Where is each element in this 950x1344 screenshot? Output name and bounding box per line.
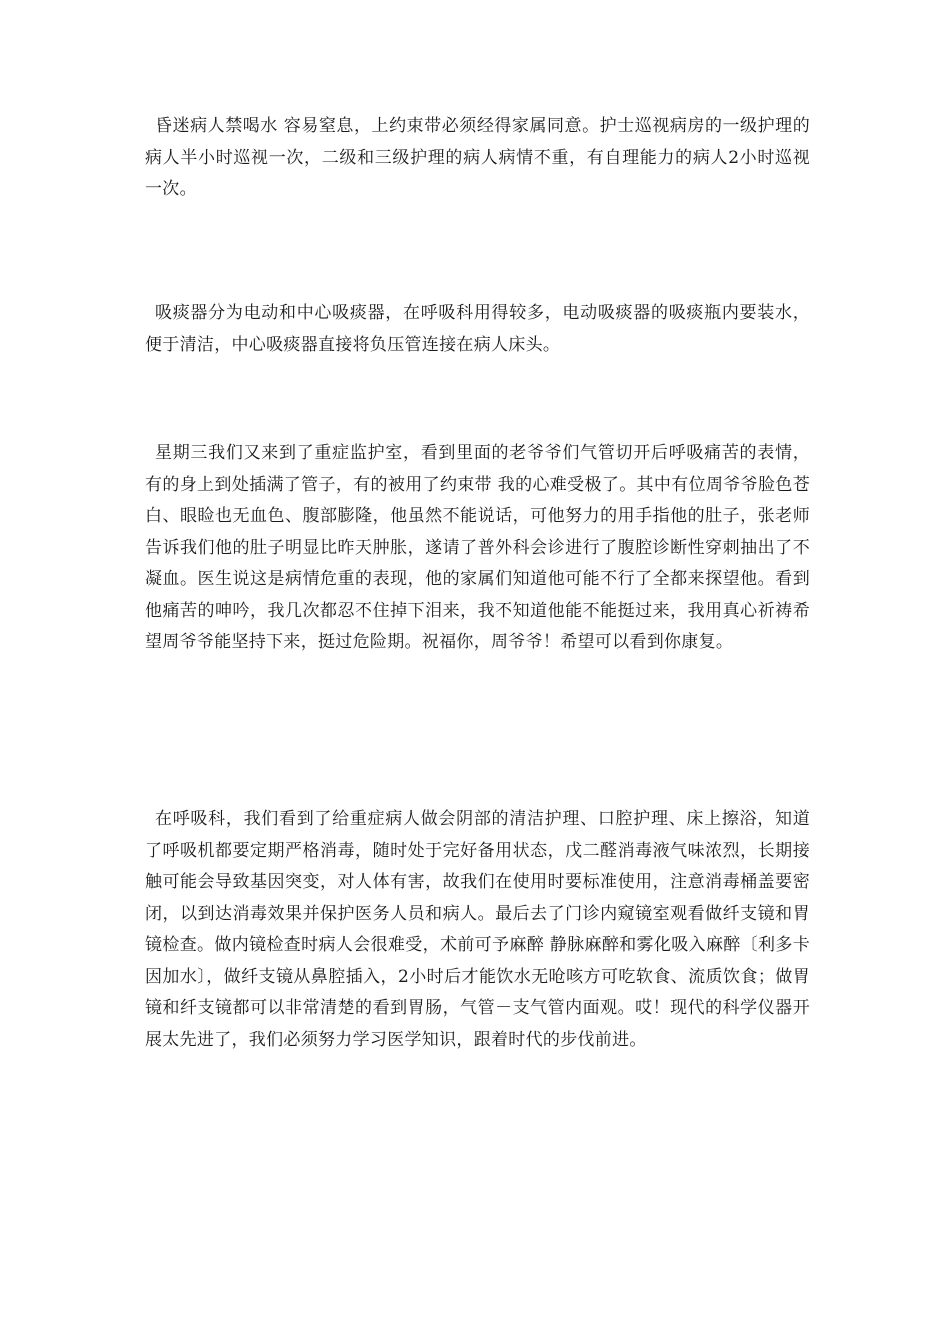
paragraph-icu-visit: 星期三我们又来到了重症监护室，看到里面的老爷爷们气管切开后呼吸痛苦的表情，有的身上到处插满了管子，有的被用了约束带 我的心难受极了。其中有位周爷爷脸色苍白、眼睑也无血色、腹部膨隆，他虽然不能说话，可他努力的用手指他的肚子，张老师告诉我们他的肚子明显比昨天肿胀，遂请了普外科会诊进行了腹腔诊断性穿刺抽出了不凝血。医生说这是病情危重的表现，他的家属们知道他可能不行了全都来探望他。看到他痛苦的呻吟，我几次都忍不住掉下泪来，我不知道他能不能挺过来，我用真心祈祷希望周爷爷能坚持下来，挺过危险期。祝福你，周爷爷！希望可以看到你康复。 <box>145 443 810 652</box>
paragraph-respiratory-department: 在呼吸科，我们看到了给重症病人做会阴部的清洁护理、口腔护理、床上擦浴，知道了呼吸机都要定期严格消毒，随时处于完好备用状态，戊二醛消毒液气味浓烈，长期接触可能会导致基因突变，对人体有害，故我们在使用时要标准使用，注意消毒桶盖要密闭，以到达消毒效果并保护医务人员和病人。最后去了门诊内窥镜室观看做纤支镜和胃镜检查。做内镜检查时病人会很难受，术前可予麻醉 静脉麻醉和雾化吸入麻醉〔利多卡因加水〕，做纤支镜从鼻腔插入，2小时后才能饮水无呛咳方可吃软食、流质饮食；做胃镜和纤支镜都可以非常清楚的看到胃肠，气管－支气管内面观。哎！现代的科学仪器开展太先进了，我们必须努力学习医学知识，跟着时代的步伐前进。 <box>145 809 810 1050</box>
paragraph-coma-patient-care: 昏迷病人禁喝水 容易窒息，上约束带必须经得家属同意。护士巡视病房的一级护理的病人半小时巡视一次，二级和三级护理的病人病情不重，有自理能力的病人2小时巡视一次。 <box>145 116 810 199</box>
paragraph-suction-device: 吸痰器分为电动和中心吸痰器，在呼吸科用得较多，电动吸痰器的吸痰瓶内要装水，便于清洁，中心吸痰器直接将负压管连接在病人床头。 <box>145 303 810 355</box>
